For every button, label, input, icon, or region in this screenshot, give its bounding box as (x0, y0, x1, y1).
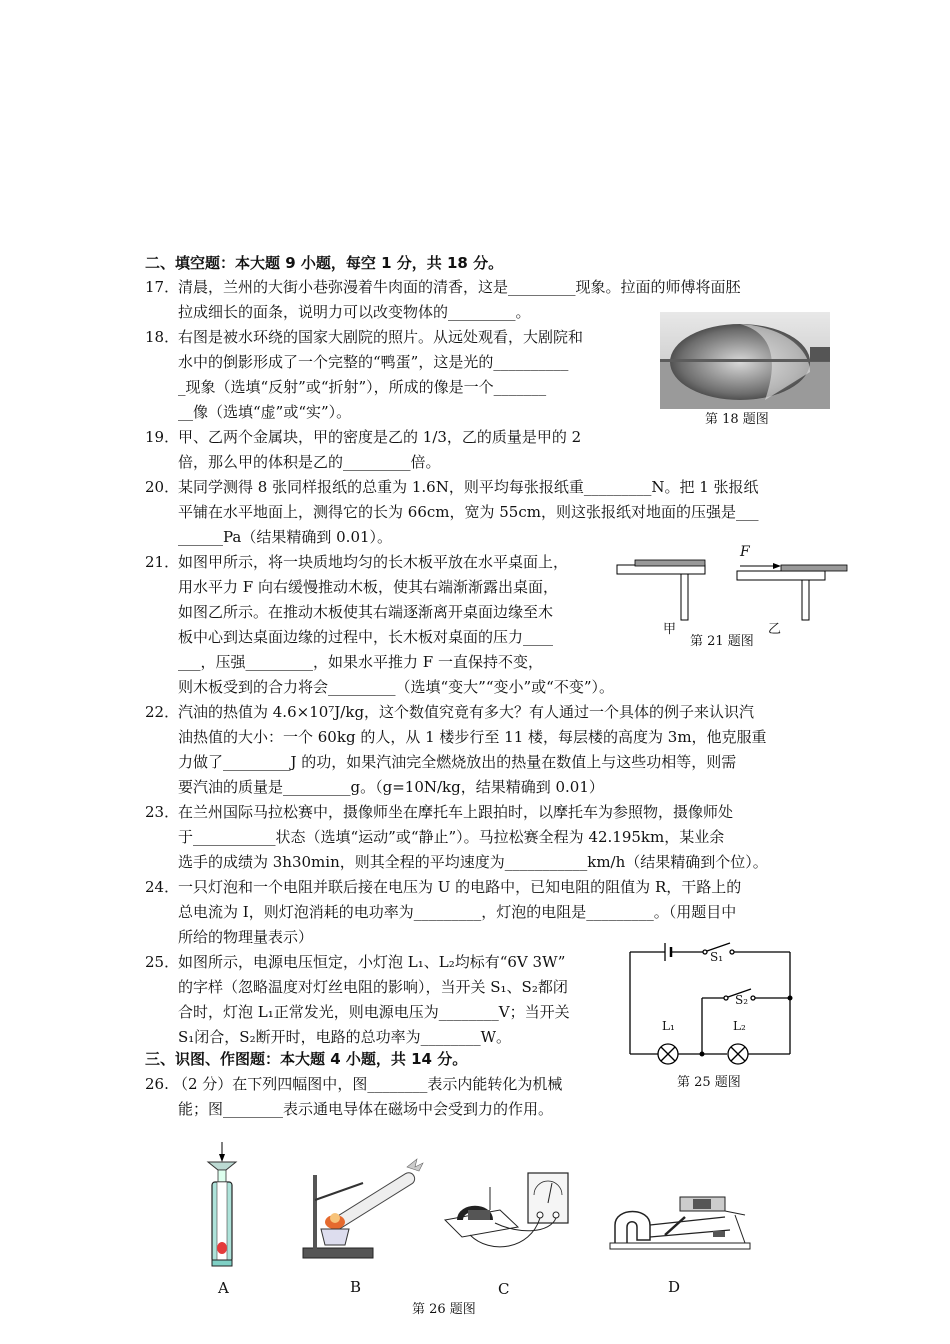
figure-a-label: A (218, 1279, 229, 1297)
force-label: F (740, 544, 750, 560)
question-text-line: 拉成细长的面条，说明力可以改变物体的_________。 (178, 303, 531, 321)
switch-s1-label: S₁ (710, 950, 724, 964)
question-text-line: S₁闭合，S₂断开时，电路的总功率为________W。 (178, 1028, 511, 1046)
question-number: 24． (145, 878, 180, 896)
question-text-line: 于___________状态（选填“运动”或“静止”）。马拉松赛全程为 42.195km，某业余 (178, 828, 725, 846)
question-text-line: 右图是被水环绕的国家大剧院的照片。从远处观看，大剧院和 (178, 328, 584, 346)
question-number: 20． (145, 478, 180, 496)
question-number: 18． (145, 328, 180, 346)
question-text-line: 某同学测得 8 张同样报纸的总重为 1.6N，则平均每张报纸重_________N。把 1 张报纸 (178, 478, 759, 496)
question-text-line: 清晨，兰州的大街小巷弥漫着牛肉面的清香，这是_________现象。拉面的师傅将面胚 (178, 278, 741, 296)
question-text-line: 能；图________表示通电导体在磁场中会受到力的作用。 (178, 1100, 554, 1118)
figure-d-label: D (668, 1278, 681, 1296)
question-number: 17． (145, 278, 180, 296)
question-text-line: 选手的成绩为 3h30min，则其全程的平均速度为___________km/h（结果精确到个位）。 (178, 853, 768, 871)
question-text-line: 如图甲所示，将一块质地均匀的长木板平放在水平桌面上， (178, 553, 569, 571)
section-3-heading: 三、识图、作图题：本大题 4 小题，共 14 分。 (145, 1050, 468, 1068)
figure-b-label: B (350, 1278, 362, 1296)
question-text-line: 水中的倒影形成了一个完整的“鸭蛋”，这是光的__________ (178, 353, 569, 371)
question-text-line: ______Pa（结果精确到 0.01）。 (178, 528, 393, 546)
question-text-line: 如图乙所示。在推动木板使其右端逐渐离开桌面边缘至木 (178, 603, 554, 621)
lamp-l1-label: L₁ (662, 1019, 675, 1033)
question-text-line: 平铺在水平地面上，测得它的长为 66cm，宽为 55cm，则这张报纸对地面的压强是___ (178, 503, 759, 521)
question-text-line: 甲、乙两个金属块，甲的密度是乙的 1/3，乙的质量是甲的 2 (178, 428, 582, 446)
question-text-line: 要汽油的质量是_________g。（g=10N/kg，结果精确到 0.01） (178, 778, 604, 796)
question-text-line: 一只灯泡和一个电阻并联后接在电压为 U 的电路中，已知电阻的阻值为 R，干路上的 (178, 878, 742, 896)
question-text-line: ___，压强_________，如果水平推力 F 一直保持不变， (178, 653, 543, 671)
national-theatre-photo (660, 312, 830, 409)
question-number: 19． (145, 428, 180, 446)
question-text-line: 板中心到达桌面边缘的过程中，长木板对桌面的压力____ (178, 628, 554, 646)
question-text-line: 倍，那么甲的体积是乙的_________倍。 (178, 453, 441, 471)
section-2-heading: 二、填空题：本大题 9 小题，每空 1 分，共 18 分。 (145, 254, 504, 272)
question-text-line: 则木板受到的合力将会_________（选填“变大”“变小”或“不变”）。 (178, 678, 615, 696)
question-text-line: 的字样（忽略温度对灯丝电阻的影响），当开关 S₁、S₂都闭 (178, 978, 568, 996)
figure-c-galvanometer-circuit (440, 1165, 580, 1265)
board-table-diagram (615, 545, 850, 625)
question-text-line: 力做了_________J 的功，如果汽油完全燃烧放出的热量在数值上与这些功相等，则需 (178, 753, 737, 771)
question-number: 23． (145, 803, 180, 821)
figure-18-caption: 第 18 题图 (705, 412, 769, 427)
figure-21-caption: 第 21 题图 (690, 634, 754, 649)
question-text-line: 汽油的热值为 4.6×10⁷J/kg，这个数值究竟有多大？有人通过一个具体的例子来认识汽 (178, 703, 755, 721)
question-number: 22． (145, 703, 180, 721)
question-text-line: （2 分）在下列四幅图中，图________表示内能转化为机械 (173, 1075, 563, 1093)
lamp-l2-label: L₂ (733, 1019, 746, 1033)
question-text-line: 如图所示，电源电压恒定，小灯泡 L₁、L₂均标有“6V 3W” (178, 953, 566, 971)
question-text-line: _现象（选填“反射”或“折射”），所成的像是一个_______ (178, 378, 547, 396)
question-text-line: 总电流为 I，则灯泡消耗的电功率为_________，灯泡的电阻是_________。（用题目中 (178, 903, 737, 921)
question-text-line: 合时，灯泡 L₁正常发光，则电源电压为________V；当开关 (178, 1003, 570, 1021)
figure-26-caption: 第 26 题图 (412, 1302, 476, 1317)
figure-yi-label: 乙 (768, 622, 782, 637)
question-text-line: 用水平力 F 向右缓慢推动木板，使其右端渐渐露出桌面， (178, 578, 558, 596)
question-number: 25． (145, 953, 180, 971)
question-number: 21． (145, 553, 180, 571)
question-text-line: 在兰州国际马拉松赛中，摄像师坐在摩托车上跟拍时，以摩托车为参照物，摄像师处 (178, 803, 734, 821)
figure-a-compression-cylinder (200, 1140, 250, 1270)
question-number: 26. (145, 1075, 169, 1093)
figure-b-test-tube-steam (295, 1145, 435, 1265)
figure-c-label: C (498, 1280, 510, 1298)
figure-jia-label: 甲 (663, 622, 677, 637)
figure-25-caption: 第 25 题图 (677, 1075, 741, 1090)
question-text-line: 油热值的大小：一个 60kg 的人，从 1 楼步行至 11 楼，每层楼的高度为 3m，他克服重 (178, 728, 767, 746)
figure-d-current-in-magnetic-field (605, 1195, 755, 1260)
question-text-line: 所给的物理量表示） (178, 928, 314, 946)
question-text-line: __像（选填“虚”或“实”）。 (178, 403, 352, 421)
switch-s2-label: S₂ (735, 993, 749, 1007)
